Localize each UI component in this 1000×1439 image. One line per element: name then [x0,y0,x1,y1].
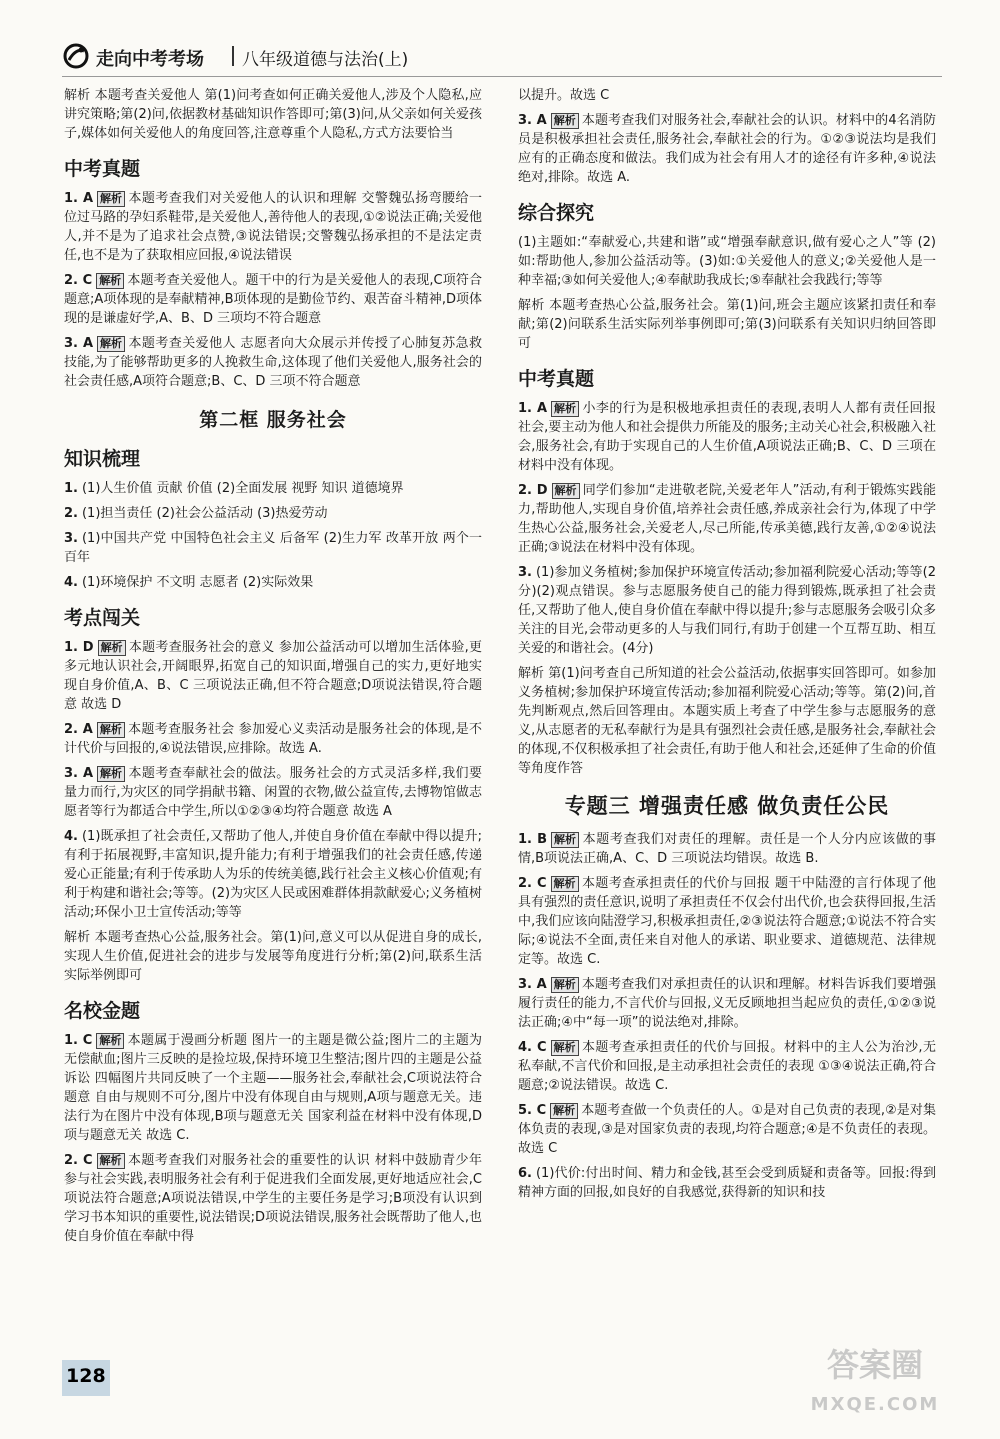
section-heading-zhongkao: 中考真题 [64,158,141,180]
answer-item: 4. (1)既承担了社会责任,又帮助了他人,并使自身价值在奉献中得以提升;有利于拓展视野,丰富知识,提升能力;有利于增强我们的社会责任感,传递爱心正能量;有利于传承助人为乐的传统美德,践行社会主义核心价值观;有利于构建和谐社会;等等。(2)为灾区人民或困难群体捐款献爱心;义务植树活动;环保小卫士宣传活动;等等 [64,829,482,920]
answer-item: 2. C 解析 本题考查关爱他人。题干中的行为是关爱他人的表现,C项符合题意;A项体现的是奉献精神,B项体现的是勤俭节约、艰苦奋斗精神,D项体现的是谦虚好学,A、B、D 三项均不符合题意 [64,273,482,326]
answer-item: 3. (1)参加义务植树;参加保护环境宣传活动;参加福利院爱心活动;等等(2分)(2)观点错误。参与志愿服务使自己的能力得到锻炼,既承担了社会责任,又帮助了他人,使自身价值在奉献中得以提升;参与志愿服务会吸引众多关注的目光,会带动更多的人与我们同行,有助于创建一个互帮互助、相互关爱的和谐社会。(4分) [518,565,936,656]
watermark-sub: MXQE.COM [810,1394,940,1415]
answer-item: 1. D 解析 本题考查服务社会的意义 参加公益活动可以增加生活体验,更多元地认识社会,开阔眼界,拓宽自己的知识面,增强自己的实力,更好地实现自身价值,A、B、C 三项说法正确,但不符合题意;D项说法错误,符合题意 故选 D [64,640,482,712]
answer-item: 4. (1)环境保护 不文明 志愿者 (2)实际效果 [64,575,314,590]
analysis-tag: 解析 [551,832,579,848]
answer-item: 3. A 解析 本题考查关爱他人 志愿者向大众展示并传授了心肺复苏急救技能,为了能够帮助更多的人挽救生命,这体现了他们关爱他人,服务社会的社会责任感,A项符合题意;B、C、D 三项不符合题意 [64,336,482,389]
answer-item: 4. C 解析 本题考查承担责任的代价与回报。材料中的主人公为治沙,无私奉献,不言代价和回报,是主动承担社会责任的表现 ①③④说法正确,符合题意;②说法错误。故选 C. [518,1040,936,1093]
analysis-tag: 解析 [551,876,579,892]
answer-item: 2. C 解析 本题考查我们对服务社会的重要性的认识 材料中鼓励青少年参与社会实践,表明服务社会有利于促进我们全面发展,更好地适应社会,C项说法符合题意;A项说法错误,中学生的主要任务是学习;B项没有认识到学习书本知识的重要性,说法错误;D项说法错误,服务社会既帮助了他人,也使自身价值在奉献中得 [64,1153,482,1244]
page-header [62,36,962,80]
answer-item: 1. C 解析 本题属于漫画分析题 图片一的主题是微公益;图片二的主题为无偿献血;图片三反映的是捡垃圾,保持环境卫生整洁;图片四的主题是公益诉讼 四幅图片共同反映了一个主题——服务社会,奉献社会,C项说法符合题意 自由与规则不可分,图片中没有体现自由与规则,A项与题意无关。违法行为在图片中没有体现,B项与题意无关 国家利益在材料中没有体现,D项与题意无关 故选 C. [64,1033,482,1143]
header-brand: 走向中考考场 [96,49,204,70]
answer-item: 3. A 解析 本题考查我们对承担责任的认识和理解。材料告诉我们要增强履行责任的能力,不言代价与回报,义无反顾地担当起应负的责任,①②③说法正确;④中“每一项”的说法绝对,排除。 [518,977,936,1030]
right-column [518,86,936,1208]
section-heading-zonghe: 综合探究 [518,202,595,224]
analysis-tag: 解析 [97,766,125,782]
header-divider [232,46,234,66]
analysis-tag: 解析 [96,1033,124,1049]
zonghe-note: 解析 本题考查热心公益,服务社会。第(1)问,班会主题应该紧扣责任和奉献;第(2)问联系生活实际列举事例即可;第(3)问联系有关知识归纳回答即可 [518,298,936,351]
analysis-tag: 解析 [97,336,125,352]
analysis-tag: 解析 [551,401,579,417]
zonghe-answer: (1)主题如:“奉献爱心,共建和谐”或“增强奉献意识,做有爱心之人”等 (2)如:帮助他人,参加公益活动等。(3)如:①关爱他人的意义;②关爱他人是一种幸福;③如何关爱他人;④奉献助我成长;⑤奉献社会我践行;等等 [518,235,936,288]
continuation-text: 以提升。故选 C [518,88,610,103]
analysis-tag: 解析 [98,640,126,656]
answer-item: 3. (1)中国共产党 中国特色社会主义 后备军 (2)生力军 改革开放 两个一百年 [64,531,482,565]
analysis-tag: 解析 [551,977,579,993]
answer-item: 2. (1)担当责任 (2)社会公益活动 (3)热爱劳动 [64,506,328,521]
analysis-tag: 解析 [97,722,125,738]
answer-item: 1. B 解析 本题考查我们对责任的理解。责任是一个人分内应该做的事情,B项说法正确,A、C、D 三项说法均错误。故选 B. [518,832,936,866]
site-watermark [770,1345,980,1425]
answer-item: 1. (1)人生价值 贡献 价值 (2)全面发展 视野 知识 道德境界 [64,481,404,496]
zhongkao-right-list [518,399,936,778]
lesson-title: 第二框 服务社会 [199,409,347,431]
zhongkao-right-note: 解析 第(1)问考查自己所知道的社会公益活动,依据事实回答即可。如参加义务植树;参加保护环境宣传活动;参加福利院爱心活动;等等。第(2)问,首先判断观点,然后回答理由。本题实质上考查了中学生参与志愿服务的意义,从志愿者的无私奉献行为是具有强烈社会责任感,是服务社会,奉献社会的体现,不仅积极承担了社会责任,有助于他人和社会,还延伸了生命的价值等角度作答 [518,666,936,776]
analysis-tag: 解析 [552,483,580,499]
mingxiao-list [64,1031,482,1246]
brand-logo-icon [62,42,90,70]
section-heading-zhishi: 知识梳理 [64,448,141,470]
kaodian-list [64,638,482,985]
intro-analysis: 解析 本题考查关爱他人 第(1)问考查如何正确关爱他人,涉及个人隐私,应讲究策略;第(2)问,依据教材基础知识作答即可;第(3)问,从父亲如何关爱孩子,媒体如何关爱他人的角度回答,注意尊重个人隐私,方式方法要恰当 [64,88,482,141]
left-column [64,86,482,1252]
answer-item: 1. A 解析 小李的行为是积极地承担责任的表现,表明人人都有责任回报社会,要主动为他人和社会提供力所能及的服务;主动关心社会,积极融入社会,服务社会,有助于实现自己的人生价值,A项说法正确;B、C、D 三项在材料中没有体现。 [518,401,936,473]
analysis-tag: 解析 [97,191,125,207]
zhongkao-list [64,189,482,391]
page-number: 128 [66,1365,106,1387]
watermark-main: 答案圈 [826,1346,923,1384]
kaodian-note: 解析 本题考查热心公益,服务社会。第(1)问,意义可以从促进自身的成长,实现人生价值,促进社会的进步与发展等角度进行分析;第(2)问,联系生活实际举例即可 [64,930,482,983]
answer-item: 5. C 解析 本题考查做一个负责任的人。①是对自己负责的表现,②是对集体负责的表现,③是对国家负责的表现,均符合题意;④是不负责任的表现。故选 C [518,1103,936,1156]
section-heading-zhongkao-right: 中考真题 [518,368,595,390]
header-book-title: 八年级道德与法治(上) [242,50,409,70]
analysis-tag: 解析 [551,1040,579,1056]
answer-item: 2. A 解析 本题考查服务社会 参加爱心义卖活动是服务社会的体现,是不计代价与回报的,④说法错误,应排除。故选 A. [64,722,482,756]
answer-item: 3. A 解析 本题考查奉献社会的做法。服务社会的方式灵活多样,我们要量力而行,为灾区的同学捐献书籍、闲置的衣物,做公益宣传,去博物馆做志愿者等行为都适合中学生,所以①②③④均符合题意 故选 A [64,766,482,819]
answer-item: 2. C 解析 本题考查承担责任的代价与回报 题干中陆澄的言行体现了他具有强烈的责任意识,说明了承担责任不仅会付出代价,也会获得回报,生活中,我们应该向陆澄学习,积极承担责任,②③说法符合题意;①说法不符合实际;④说法不全面,责任来自对他人的承诺、职业要求、道德规范、法律规定等。故选 C. [518,876,936,967]
section-heading-mingxiao: 名校金题 [64,1000,141,1022]
answer-item: 1. A 解析 本题考查我们对关爱他人的认识和理解 交警魏弘扬弯腰给一位过马路的孕妇系鞋带,是关爱他人,善待他人的表现,①②说法正确;关爱他人,并不是为了追求社会点赞,③说法错误;交警魏弘扬承担的不是法定责任,也不是为了获取相应回报,④说法错误 [64,191,482,263]
topic-title: 专题三 增强责任感 做负责任公民 [564,794,890,818]
header-rule [62,76,942,77]
zhishi-list [64,479,482,592]
topic-list [518,830,936,1202]
analysis-tag: 解析 [96,273,124,289]
analysis-tag: 解析 [551,113,579,129]
answer-item: 3. A 解析 本题考查我们对服务社会,奉献社会的认识。材料中的4名消防员是积极承担社会责任,服务社会,奉献社会的行为。①②③说法均是我们应有的正确态度和做法。我们成为社会有用人才的途径有许多种,④说法绝对,排除。故选 A. [518,113,936,185]
analysis-tag: 解析 [97,1153,125,1169]
answer-item: 6. (1)代价:付出时间、精力和金钱,甚至会受到质疑和责备等。回报:得到精神方面的回报,如良好的自我感觉,获得新的知识和技 [518,1166,936,1200]
section-heading-kaodian: 考点闯关 [64,607,141,629]
answer-item: 2. D 解析 同学们参加“走进敬老院,关爱老年人”活动,有利于锻炼实践能力,帮助他人,实现自身价值,培养社会责任感,养成亲社会行为,体现了中学生热心公益,服务社会,关爱老人,尽己所能,传承美德,践行友善,①②④说法正确;③说法在材料中没有体现。 [518,483,936,555]
analysis-tag: 解析 [550,1103,578,1119]
